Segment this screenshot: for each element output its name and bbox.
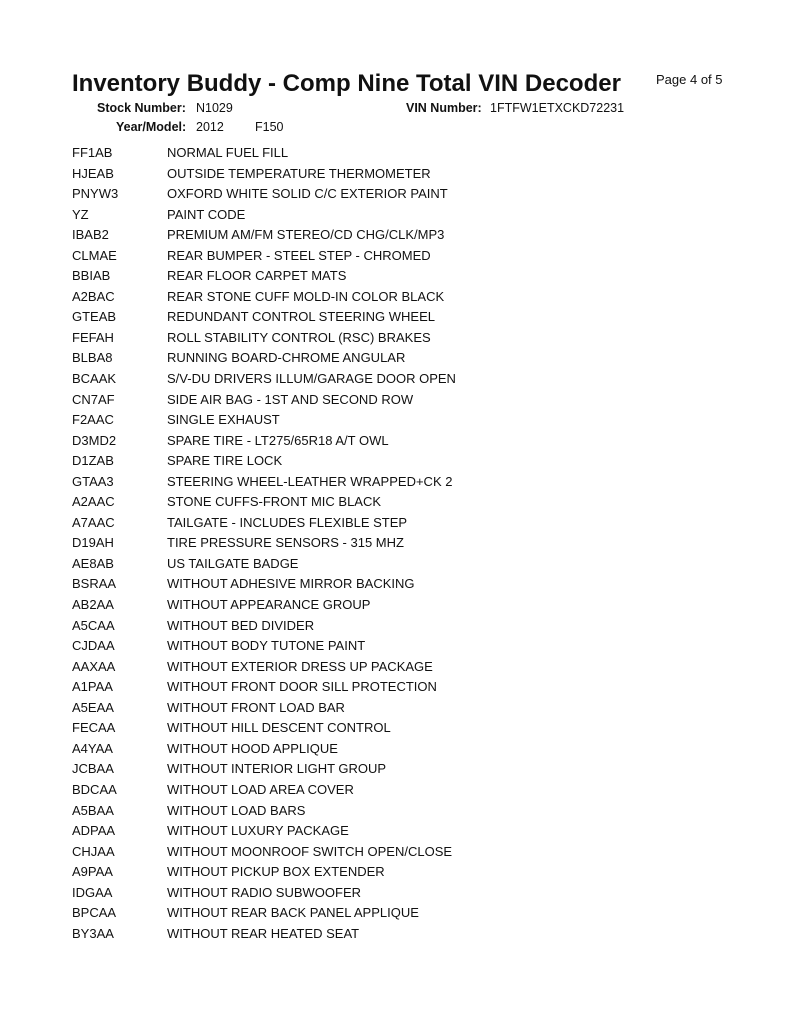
list-item: [72, 924, 592, 945]
list-item: [72, 718, 592, 739]
option-code: IBAB2: [72, 227, 109, 243]
list-item: [72, 759, 592, 780]
option-code: F2AAC: [72, 412, 114, 428]
list-item: [72, 657, 592, 678]
option-code: D3MD2: [72, 432, 117, 448]
year-value: 2012: [196, 120, 224, 134]
option-description: OUTSIDE TEMPERATURE THERMOMETER: [167, 165, 431, 181]
list-item: [72, 903, 592, 924]
option-description: PREMIUM AM/FM STEREO/CD CHG/CLK/MP3: [167, 227, 445, 243]
list-item: [72, 410, 592, 431]
option-code: CJDAA: [72, 638, 115, 654]
list-item: [72, 616, 592, 637]
list-item: [72, 862, 592, 883]
vin-number-value: 1FTFW1ETXCKD72231: [490, 101, 625, 115]
option-description: WITHOUT RADIO SUBWOOFER: [167, 884, 362, 900]
list-item: [72, 842, 592, 863]
option-description: WITHOUT FRONT DOOR SILL PROTECTION: [167, 679, 437, 695]
list-item: [72, 205, 592, 226]
option-code-list: [72, 143, 592, 944]
option-code: A1PAA: [72, 679, 113, 695]
option-code: AB2AA: [72, 597, 114, 613]
list-item: [72, 739, 592, 760]
option-description: RUNNING BOARD-CHROME ANGULAR: [167, 350, 406, 366]
option-description: WITHOUT EXTERIOR DRESS UP PACKAGE: [167, 658, 433, 674]
option-code: A9PAA: [72, 864, 113, 880]
option-description: REDUNDANT CONTROL STEERING WHEEL: [167, 309, 435, 325]
list-item: [72, 369, 592, 390]
option-description: WITHOUT PICKUP BOX EXTENDER: [167, 864, 385, 880]
option-code: IDGAA: [72, 884, 113, 900]
list-item: [72, 184, 592, 205]
option-code: A2AAC: [72, 494, 115, 510]
option-description: SINGLE EXHAUST: [167, 412, 280, 428]
list-item: [72, 472, 592, 493]
option-description: REAR FLOOR CARPET MATS: [167, 268, 347, 284]
page-title: Inventory Buddy - Comp Nine Total VIN Decoder: [72, 70, 621, 97]
option-code: AAXAA: [72, 658, 116, 674]
option-description: NORMAL FUEL FILL: [167, 145, 289, 160]
option-description: TIRE PRESSURE SENSORS - 315 MHZ: [167, 535, 404, 551]
list-item: [72, 780, 592, 801]
list-item: [72, 246, 592, 267]
list-item: [72, 451, 592, 472]
list-item: [72, 574, 592, 595]
list-item: [72, 390, 592, 411]
option-description: WITHOUT ADHESIVE MIRROR BACKING: [167, 576, 415, 592]
option-description: WITHOUT LUXURY PACKAGE: [167, 823, 349, 839]
option-description: WITHOUT HOOD APPLIQUE: [167, 740, 338, 756]
page-number: Page 4 of 5: [656, 72, 723, 87]
option-description: WITHOUT BED DIVIDER: [167, 617, 315, 633]
option-code: FECAA: [72, 720, 116, 736]
list-item: [72, 287, 592, 308]
option-description: REAR BUMPER - STEEL STEP - CHROMED: [167, 247, 431, 263]
list-item: [72, 431, 592, 452]
option-code: GTEAB: [72, 309, 117, 325]
list-item: [72, 595, 592, 616]
vin-number-label: VIN Number:: [406, 101, 482, 115]
list-item: [72, 554, 592, 575]
list-item: [72, 533, 592, 554]
option-code: GTAA3: [72, 473, 114, 489]
option-code: A7AAC: [72, 514, 115, 530]
option-description: WITHOUT HILL DESCENT CONTROL: [167, 720, 391, 736]
option-code: ADPAA: [72, 823, 116, 839]
list-item: [72, 698, 592, 719]
option-code: HJEAB: [72, 165, 114, 181]
option-description: WITHOUT REAR BACK PANEL APPLIQUE: [167, 905, 419, 921]
option-code: BY3AA: [72, 925, 114, 941]
option-code: BPCAA: [72, 905, 117, 921]
option-code: A5CAA: [72, 617, 115, 633]
option-code: A5EAA: [72, 699, 114, 715]
model-value: F150: [255, 120, 284, 134]
option-description: ROLL STABILITY CONTROL (RSC) BRAKES: [167, 329, 431, 345]
list-item: [72, 883, 592, 904]
stock-number-label: Stock Number:: [97, 101, 186, 115]
year-model-label: Year/Model:: [116, 120, 187, 134]
option-code: CLMAE: [72, 247, 117, 263]
option-code: A5BAA: [72, 802, 114, 818]
option-description: US TAILGATE BADGE: [167, 555, 299, 571]
option-code: FEFAH: [72, 329, 114, 345]
option-code: JCBAA: [72, 761, 114, 777]
option-description: WITHOUT LOAD BARS: [167, 802, 306, 818]
list-item: [72, 348, 592, 369]
option-code: FF1AB: [72, 145, 113, 160]
option-code: BBIAB: [72, 268, 111, 284]
option-code: D1ZAB: [72, 453, 114, 469]
option-description: WITHOUT INTERIOR LIGHT GROUP: [167, 761, 387, 777]
option-description: STEERING WHEEL-LEATHER WRAPPED+CK 2: [167, 473, 453, 489]
option-code: AE8AB: [72, 555, 114, 571]
list-item: [72, 801, 592, 822]
list-item: [72, 266, 592, 287]
option-code: PNYW3: [72, 186, 119, 202]
option-description: PAINT CODE: [167, 206, 246, 222]
option-description: S/V-DU DRIVERS ILLUM/GARAGE DOOR OPEN: [167, 371, 456, 387]
option-code: BLBA8: [72, 350, 113, 366]
option-description: WITHOUT LOAD AREA COVER: [167, 781, 354, 797]
option-description: WITHOUT BODY TUTONE PAINT: [167, 638, 366, 654]
option-description: SPARE TIRE LOCK: [167, 453, 283, 469]
list-item: [72, 328, 592, 349]
option-code: CN7AF: [72, 391, 115, 407]
list-item: [72, 636, 592, 657]
option-description: WITHOUT APPEARANCE GROUP: [167, 597, 371, 613]
option-code: BDCAA: [72, 781, 117, 797]
option-code: D19AH: [72, 535, 114, 551]
option-description: REAR STONE CUFF MOLD-IN COLOR BLACK: [167, 288, 445, 304]
option-code: BSRAA: [72, 576, 117, 592]
option-description: SPARE TIRE - LT275/65R18 A/T OWL: [167, 432, 389, 448]
option-code: A2BAC: [72, 288, 115, 304]
stock-number-value: N1029: [196, 101, 233, 115]
list-item: [72, 492, 592, 513]
list-item: [72, 225, 592, 246]
list-item: [72, 677, 592, 698]
option-description: WITHOUT MOONROOF SWITCH OPEN/CLOSE: [167, 843, 453, 859]
list-item: [72, 164, 592, 185]
list-item: [72, 143, 592, 164]
option-code: YZ: [72, 206, 89, 222]
option-description: WITHOUT REAR HEATED SEAT: [167, 925, 360, 941]
option-description: OXFORD WHITE SOLID C/C EXTERIOR PAINT: [167, 186, 448, 202]
list-item: [72, 307, 592, 328]
list-item: [72, 821, 592, 842]
option-description: SIDE AIR BAG - 1ST AND SECOND ROW: [167, 391, 414, 407]
option-code: BCAAK: [72, 371, 117, 387]
option-description: STONE CUFFS-FRONT MIC BLACK: [167, 494, 382, 510]
option-description: WITHOUT FRONT LOAD BAR: [167, 699, 345, 715]
list-item: [72, 513, 592, 534]
option-description: TAILGATE - INCLUDES FLEXIBLE STEP: [167, 514, 408, 530]
option-code: A4YAA: [72, 740, 113, 756]
option-code: CHJAA: [72, 843, 115, 859]
